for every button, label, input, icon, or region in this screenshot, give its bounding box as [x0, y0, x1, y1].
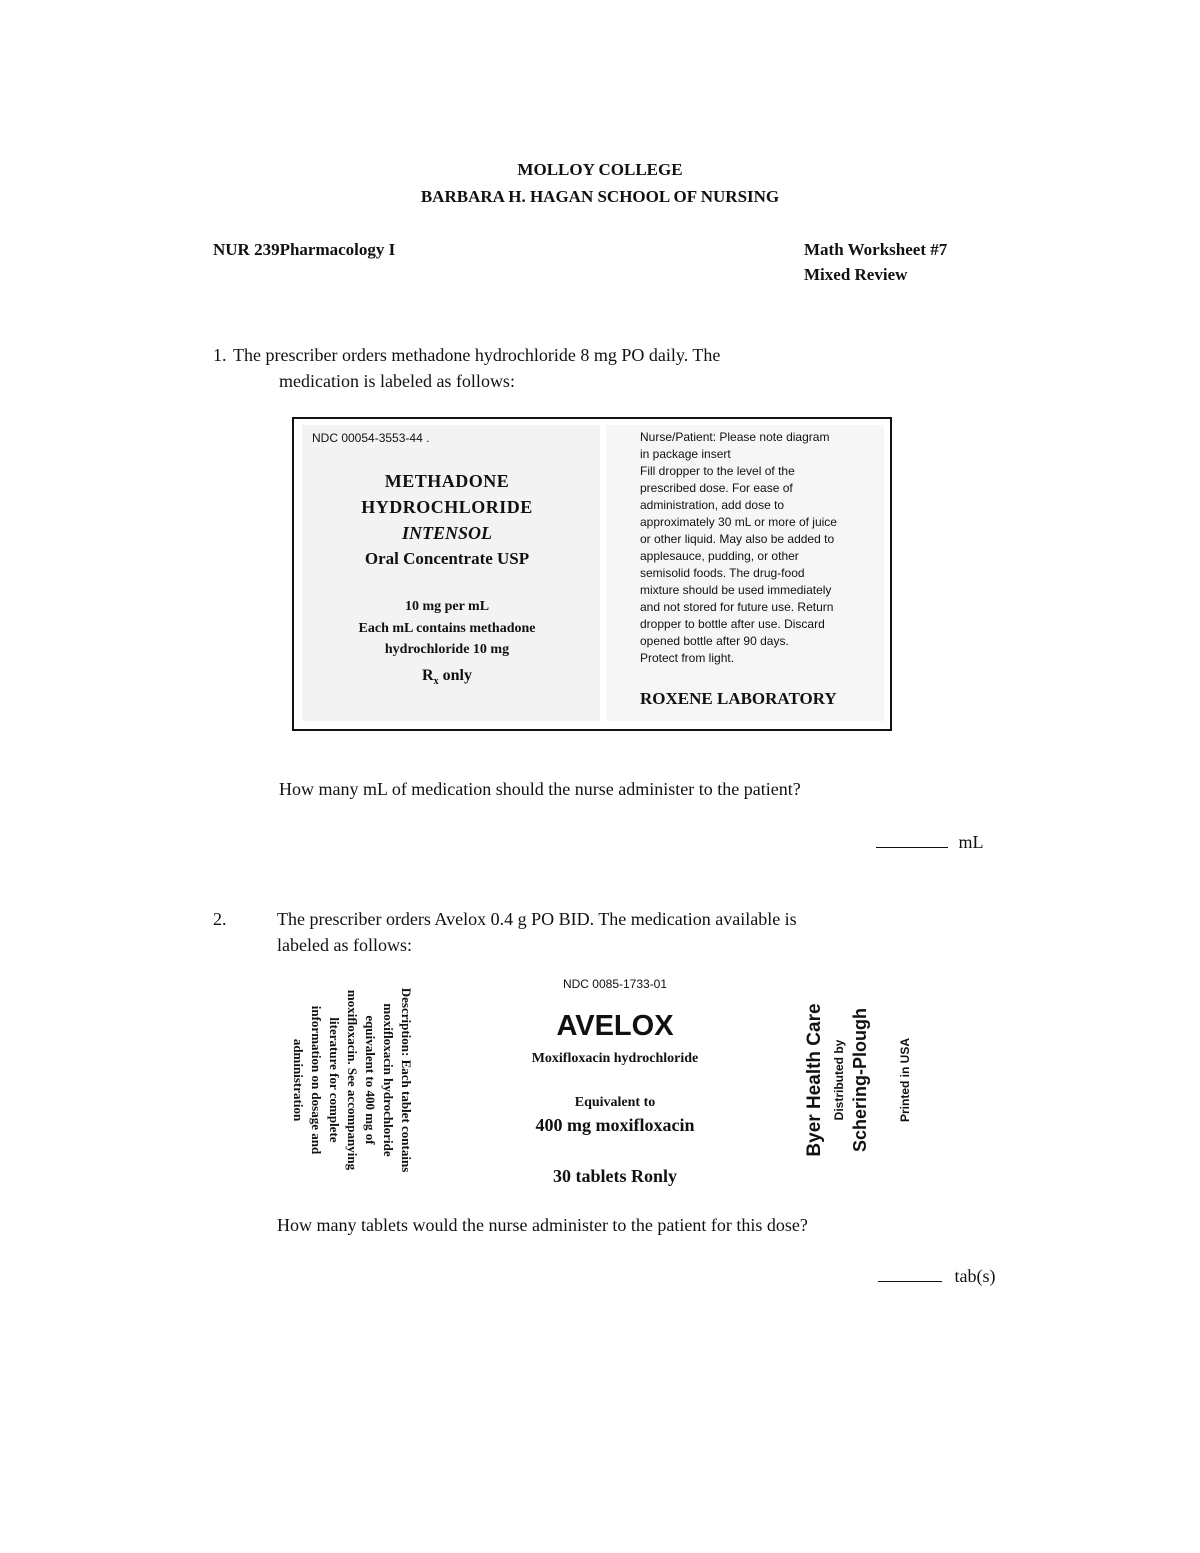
methadone-each-line2: hydrochloride 10 mg — [384, 642, 510, 657]
instruction-line: and not stored for future use. Return — [640, 600, 834, 614]
avelox-description-area — [285, 975, 415, 1185]
methadone-each-line1: Each mL contains methadone — [358, 621, 536, 636]
instruction-line: Protect from light. — [640, 651, 735, 665]
avelox-distributed: Distributed by — [832, 1039, 846, 1121]
methadone-name-line3: INTENSOL — [401, 523, 492, 543]
instruction-line: approximately 30 mL or more of juice — [640, 515, 837, 529]
instruction-line: in package insert — [640, 447, 731, 461]
instruction-line: or other liquid. May also be added to — [640, 532, 835, 546]
avelox-generic: Moxifloxacin hydrochloride — [531, 1051, 699, 1066]
methadone-label-right-panel — [606, 425, 884, 721]
description-line: literature for complete — [327, 1017, 342, 1143]
instruction-line: semisolid foods. The drug-food — [640, 566, 805, 580]
methadone-name-line1: METHADONE — [384, 471, 510, 491]
instruction-line: Fill dropper to the level of the — [640, 464, 795, 478]
methadone-ndc: NDC 00054-3553-44 . — [312, 431, 430, 445]
q1-text-line2: medication is labeled as follows: — [279, 371, 515, 391]
q1-answer-blank[interactable] — [876, 829, 948, 848]
instruction-line: opened bottle after 90 days. — [640, 634, 789, 648]
q1-number: 1. — [213, 345, 227, 365]
avelox-maker-area — [800, 990, 930, 1170]
avelox-equivalent: Equivalent to — [574, 1095, 656, 1110]
methadone-form: Oral Concentrate USP — [364, 549, 530, 568]
instruction-line: Nurse/Patient: Please note diagram — [640, 430, 830, 444]
avelox-brand: AVELOX — [556, 1010, 674, 1042]
q2-answer-unit: tab(s) — [954, 1266, 996, 1286]
instruction-line: prescribed dose. For ease of — [640, 481, 793, 495]
rx-x: x — [433, 676, 439, 688]
methadone-rx-only — [302, 667, 592, 687]
q2-text-line2: labeled as follows: — [277, 935, 412, 955]
q2-answer — [878, 1263, 995, 1289]
methadone-label-left-panel — [302, 425, 600, 721]
q2-text-line1: The prescriber orders Avelox 0.4 g PO BID. The medication available is — [277, 909, 797, 929]
avelox-maker-block — [800, 990, 930, 1170]
methadone-label — [292, 417, 892, 731]
description-line: equivalent to 400 mg of — [363, 1015, 378, 1145]
description-line: Description: Each tablet contains — [399, 987, 414, 1173]
worksheet-title: Math Worksheet #7 — [804, 240, 948, 259]
avelox-distributor: Schering-Plough — [850, 1008, 870, 1152]
methadone-strength: 10 mg per mL — [404, 599, 490, 614]
description-line: moxifloxacin hydrochloride — [381, 1003, 396, 1157]
description-line: administration — [291, 1038, 306, 1122]
instruction-line: dropper to bottle after use. Discard — [640, 617, 825, 631]
college-title: MOLLOY COLLEGE — [517, 160, 683, 179]
description-line: moxifloxacin. See accompanying — [345, 989, 360, 1171]
description-line: information on dosage and — [309, 1005, 324, 1155]
avelox-printed: Printed in USA — [898, 1038, 912, 1123]
q1-answer-unit: mL — [958, 832, 984, 852]
methadone-manufacturer: ROXENE LABORATORY — [640, 689, 837, 708]
avelox-dose: 400 mg moxifloxacin — [535, 1115, 695, 1135]
avelox-maker: Byer Health Care — [804, 1003, 825, 1157]
instruction-line: administration, add dose to — [640, 498, 785, 512]
school-title: BARBARA H. HAGAN SCHOOL OF NURSING — [420, 187, 780, 206]
methadone-name-line2: HYDROCHLORIDE — [361, 497, 533, 517]
instruction-line: mixture should be used immediately — [640, 583, 832, 597]
rx-only-text: only — [438, 667, 472, 684]
q2-number: 2. — [213, 909, 227, 929]
q2-answer-blank[interactable] — [878, 1263, 942, 1282]
instruction-line: applesauce, pudding, or other — [640, 549, 799, 563]
avelox-ndc: NDC 0085-1733-01 — [562, 977, 668, 991]
course-name: NUR 239Pharmacology I — [213, 240, 396, 259]
q1-question: How many mL of medication should the nurse administer to the patient? — [279, 779, 801, 799]
q2-question: How many tablets would the nurse administer to the patient for this dose? — [277, 1215, 808, 1235]
worksheet-subtitle: Mixed Review — [804, 265, 908, 284]
avelox-count: 30 tablets Ronly — [552, 1166, 677, 1186]
avelox-description — [285, 975, 415, 1185]
methadone-instructions — [640, 429, 890, 667]
q1-text-line1: The prescriber orders methadone hydrochloride 8 mg PO daily. The — [233, 345, 721, 365]
rx-r: R — [422, 667, 434, 684]
q1-answer — [876, 829, 984, 855]
